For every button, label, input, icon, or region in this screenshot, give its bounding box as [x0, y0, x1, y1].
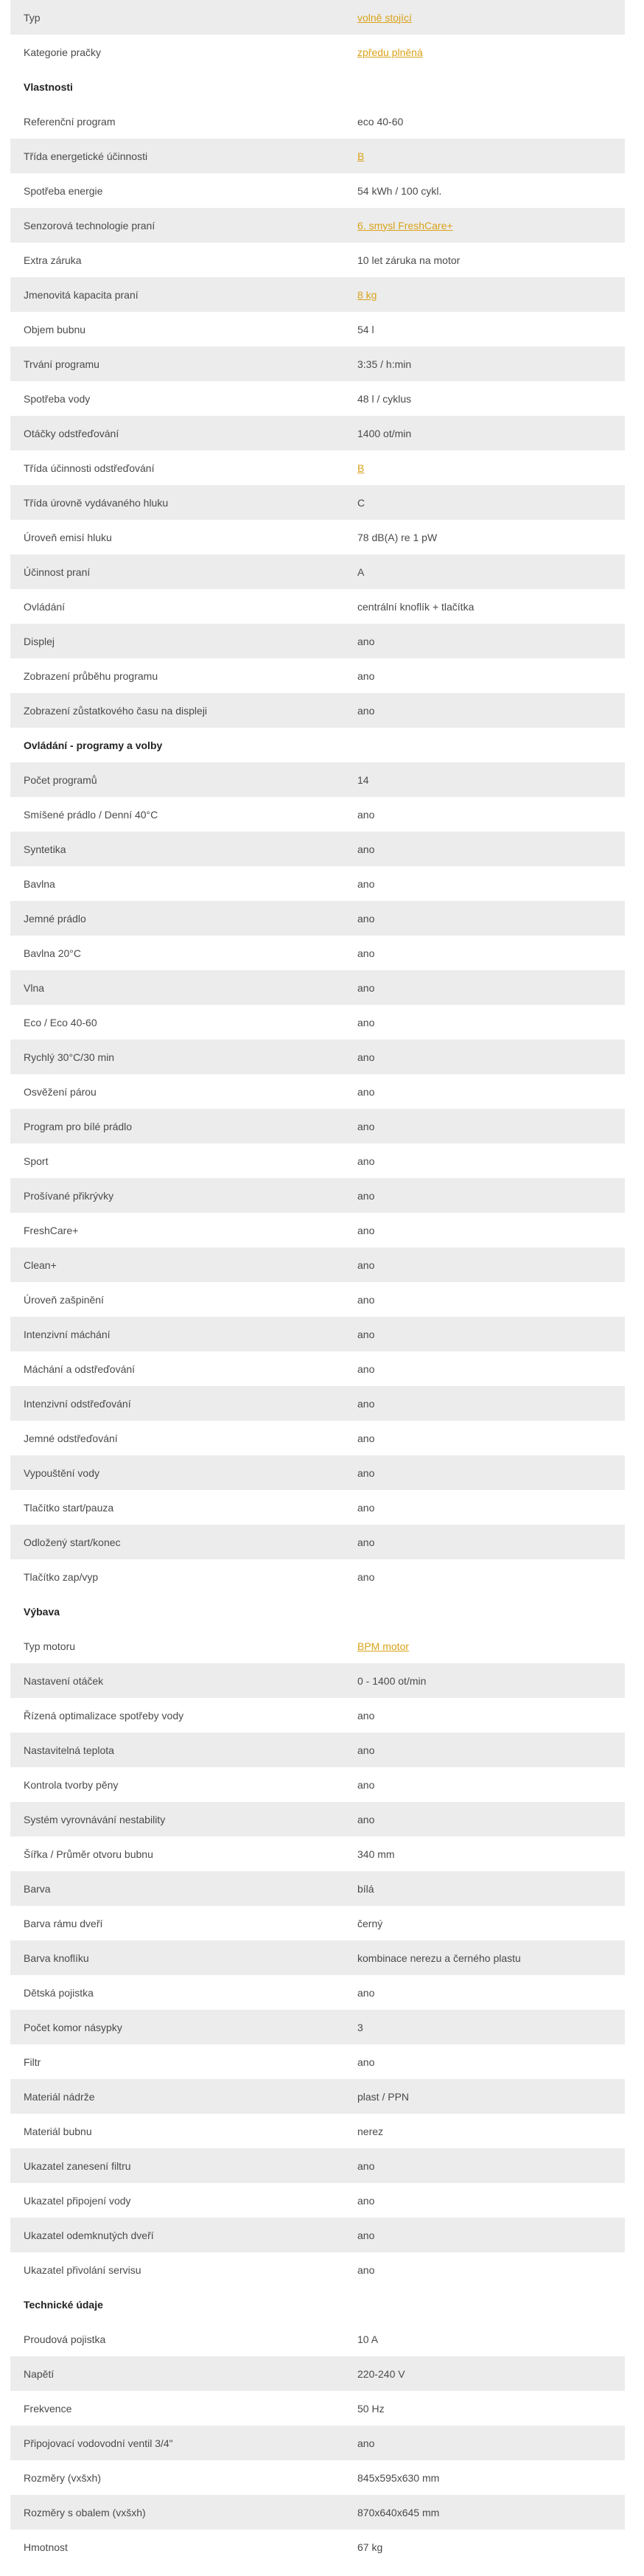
spec-value: 14 — [357, 773, 369, 786]
spec-label: Úroveň zašpinění — [24, 1293, 104, 1306]
spec-row — [10, 1040, 625, 1074]
spec-label: Spotřeba energie — [24, 184, 103, 197]
spec-row — [10, 208, 625, 243]
spec-value: ano — [357, 877, 375, 890]
spec-value-cell — [344, 762, 625, 797]
spec-value-cell — [344, 312, 625, 347]
spec-value: ano — [357, 1570, 375, 1583]
section-heading-row — [10, 69, 625, 104]
spec-value-cell — [344, 1109, 625, 1143]
spec-value: ano — [357, 1709, 375, 1722]
spec-value-cell — [344, 1455, 625, 1490]
spec-label: Program pro bílé prádlo — [10, 1109, 344, 1143]
spec-value-cell — [344, 416, 625, 450]
spec-value-link[interactable]: BPM motor — [357, 1640, 410, 1652]
spec-value: ano — [357, 669, 375, 682]
spec-value: ano — [357, 2437, 375, 2449]
spec-value-cell — [344, 2495, 625, 2530]
spec-label: Zobrazení zůstatkového času na displeji — [10, 693, 344, 728]
spec-label: Typ — [10, 0, 344, 35]
spec-value: ano — [357, 2229, 375, 2241]
spec-value-cell — [344, 1767, 625, 1802]
spec-label: Připojovací vodovodní ventil 3/4" — [10, 2426, 344, 2460]
spec-label: Trvání programu — [10, 347, 344, 381]
spec-value-cell — [344, 208, 625, 243]
spec-row — [10, 1351, 625, 1386]
spec-value-link[interactable]: B — [357, 150, 365, 162]
spec-value: centrální knoflík + tlačítka — [357, 600, 475, 613]
spec-value-cell — [344, 1525, 625, 1559]
spec-value-cell — [344, 554, 625, 589]
spec-label: Tlačítko start/pauza — [24, 1501, 114, 1514]
spec-row — [10, 1940, 625, 1975]
spec-value-cell — [344, 1871, 625, 1906]
spec-label: Ukazatel zanesení filtru — [10, 2148, 344, 2183]
spec-value: ano — [357, 1432, 375, 1444]
spec-value-cell — [344, 1247, 625, 1282]
spec-value: plast / PPN — [357, 2090, 410, 2103]
spec-label: Ukazatel přivolání servisu — [24, 2263, 141, 2276]
spec-value-cell — [344, 1975, 625, 2010]
spec-value: ano — [357, 1466, 375, 1479]
spec-label: Proudová pojistka — [24, 2333, 106, 2345]
spec-label: Jmenovitá kapacita praní — [10, 277, 344, 312]
spec-value-cell — [344, 35, 625, 69]
spec-label: Materiál nádrže — [10, 2079, 344, 2114]
spec-value-cell — [344, 0, 625, 35]
spec-row — [10, 2426, 625, 2460]
spec-row — [10, 1074, 625, 1109]
spec-value-link[interactable]: 6. smysl FreshCare+ — [357, 219, 453, 232]
spec-row — [10, 1317, 625, 1351]
spec-label: Intenzivní máchání — [10, 1317, 344, 1351]
spec-value-cell — [344, 693, 625, 728]
spec-value-link[interactable]: volně stojící — [357, 11, 412, 24]
spec-row — [10, 139, 625, 173]
spec-value-cell — [344, 2530, 625, 2564]
spec-label: Prošívané přikrývky — [10, 1178, 344, 1213]
spec-value: ano — [357, 1293, 375, 1306]
spec-value: ano — [357, 1536, 375, 1548]
spec-value-cell — [344, 2391, 625, 2426]
spec-value-cell — [344, 2114, 625, 2148]
spec-label: Počet komor násypky — [10, 2010, 344, 2044]
spec-value: 10 let záruka na motor — [357, 254, 461, 266]
spec-label: Jemné prádlo — [10, 901, 344, 936]
spec-value-cell — [344, 936, 625, 970]
spec-value-cell — [344, 2322, 625, 2356]
spec-value: ano — [357, 2055, 375, 2068]
spec-label: Barva knoflíku — [10, 1940, 344, 1975]
spec-label: Spotřeba vody — [24, 392, 91, 405]
spec-row — [10, 832, 625, 866]
spec-value-cell — [344, 2460, 625, 2495]
spec-row — [10, 2114, 625, 2148]
spec-value-cell — [344, 450, 625, 485]
spec-row — [10, 1143, 625, 1178]
spec-label: Kategorie pračky — [24, 46, 102, 58]
spec-label: Odložený start/konec — [10, 1525, 344, 1559]
spec-label: Syntetika — [10, 832, 344, 866]
spec-label: FreshCare+ — [24, 1224, 79, 1236]
spec-value: ano — [357, 1016, 375, 1028]
spec-value-cell — [344, 797, 625, 832]
spec-row — [10, 658, 625, 693]
spec-row — [10, 1421, 625, 1455]
spec-value-cell — [344, 1837, 625, 1871]
spec-value-cell — [344, 1559, 625, 1594]
spec-value: 870x640x645 mm — [357, 2506, 440, 2518]
spec-value-cell — [344, 970, 625, 1005]
spec-value-cell — [344, 2010, 625, 2044]
spec-value: 340 mm — [357, 1848, 395, 1860]
spec-row — [10, 1629, 625, 1663]
spec-label: Ukazatel připojení vody — [24, 2194, 131, 2207]
spec-label: Clean+ — [10, 1247, 344, 1282]
spec-row — [10, 1109, 625, 1143]
spec-label: Úroveň emisí hluku — [24, 531, 112, 543]
spec-value: ano — [357, 2263, 375, 2276]
spec-label: Rozměry (vxšxh) — [24, 2471, 102, 2484]
spec-value-cell — [344, 866, 625, 901]
spec-value-link[interactable]: zpředu plněná — [357, 46, 423, 58]
spec-value-cell — [344, 1351, 625, 1386]
spec-value: 0 - 1400 ot/min — [357, 1674, 427, 1687]
product-spec-table — [10, 0, 625, 2564]
spec-value-cell — [344, 381, 625, 416]
spec-value-cell — [344, 1802, 625, 1837]
spec-value-cell — [344, 1317, 625, 1351]
section-heading-row — [10, 728, 625, 762]
spec-value: ano — [357, 1501, 375, 1514]
spec-value-cell — [344, 2183, 625, 2218]
spec-row — [10, 1837, 625, 1871]
spec-value-cell — [344, 2252, 625, 2287]
spec-value: ano — [357, 1189, 375, 1202]
spec-row — [10, 589, 625, 624]
spec-row — [10, 1455, 625, 1490]
spec-value: ano — [357, 912, 375, 925]
spec-value: 78 dB(A) re 1 pW — [357, 531, 438, 543]
spec-value-cell — [344, 624, 625, 658]
spec-label: Hmotnost — [24, 2541, 68, 2553]
spec-row — [10, 1005, 625, 1040]
spec-value-cell — [344, 2148, 625, 2183]
spec-value: 3 — [357, 2021, 363, 2033]
spec-row — [10, 2218, 625, 2252]
spec-value: ano — [357, 1120, 375, 1132]
spec-row — [10, 243, 625, 277]
spec-row — [10, 762, 625, 797]
spec-value: 845x595x630 mm — [357, 2471, 440, 2484]
spec-value: C — [357, 496, 365, 509]
spec-row — [10, 0, 625, 35]
spec-label: Objem bubnu — [24, 323, 86, 335]
spec-row — [10, 1490, 625, 1525]
spec-row — [10, 1767, 625, 1802]
spec-row — [10, 347, 625, 381]
spec-value: 54 l — [357, 323, 374, 335]
section-heading: Technické údaje — [10, 2287, 625, 2322]
spec-row — [10, 277, 625, 312]
spec-value: kombinace nerezu a černého plastu — [357, 1952, 521, 1964]
spec-row — [10, 2183, 625, 2218]
spec-value: ano — [357, 808, 375, 821]
spec-row — [10, 1213, 625, 1247]
spec-row — [10, 936, 625, 970]
spec-value: 1400 ot/min — [357, 427, 412, 439]
spec-value-cell — [344, 277, 625, 312]
spec-value: 48 l / cyklus — [357, 392, 412, 405]
spec-label: Šířka / Průměr otvoru bubnu — [24, 1848, 153, 1860]
spec-value-cell — [344, 1906, 625, 1940]
spec-label: Filtr — [24, 2055, 41, 2068]
spec-row — [10, 2079, 625, 2114]
spec-value-cell — [344, 347, 625, 381]
spec-value-cell — [344, 139, 625, 173]
spec-row — [10, 173, 625, 208]
spec-label: Tlačítko zap/vyp — [24, 1570, 99, 1583]
spec-label: Materiál bubnu — [24, 2125, 92, 2137]
spec-row — [10, 1975, 625, 2010]
spec-value: ano — [357, 635, 375, 647]
spec-row — [10, 554, 625, 589]
spec-value-cell — [344, 1663, 625, 1698]
spec-label: Rozměry s obalem (vxšxh) — [10, 2495, 344, 2530]
spec-label: Kontrola tvorby pěny — [24, 1778, 119, 1791]
spec-value-cell — [344, 485, 625, 520]
spec-value: ano — [357, 1778, 375, 1791]
spec-row — [10, 866, 625, 901]
spec-value-cell — [344, 520, 625, 554]
spec-label: Bavlna — [24, 877, 55, 890]
spec-value-cell — [344, 104, 625, 139]
spec-value-link[interactable]: 8 kg — [357, 288, 377, 301]
spec-label: Sport — [24, 1155, 49, 1167]
spec-row — [10, 693, 625, 728]
spec-value: ano — [357, 704, 375, 717]
spec-row — [10, 2391, 625, 2426]
spec-label: Řízená optimalizace spotřeby vody — [24, 1709, 184, 1722]
spec-label: Smíšené prádlo / Denní 40°C — [24, 808, 158, 821]
spec-row — [10, 104, 625, 139]
spec-label: Barva — [10, 1871, 344, 1906]
spec-value-cell — [344, 2218, 625, 2252]
spec-value: ano — [357, 1813, 375, 1825]
spec-value-cell — [344, 1421, 625, 1455]
spec-value-cell — [344, 1213, 625, 1247]
spec-value: ano — [357, 843, 375, 855]
spec-row — [10, 1178, 625, 1213]
spec-row — [10, 970, 625, 1005]
spec-value-cell — [344, 658, 625, 693]
spec-row — [10, 2495, 625, 2530]
spec-value: ano — [357, 1397, 375, 1410]
spec-row — [10, 312, 625, 347]
spec-row — [10, 1733, 625, 1767]
spec-value: ano — [357, 1051, 375, 1063]
spec-label: Displej — [10, 624, 344, 658]
spec-row — [10, 1247, 625, 1282]
spec-row — [10, 901, 625, 936]
section-heading: Ovládání - programy a volby — [10, 728, 625, 762]
spec-value-cell — [344, 1074, 625, 1109]
spec-row — [10, 2252, 625, 2287]
spec-label: Nastavitelná teplota — [10, 1733, 344, 1767]
spec-value-cell — [344, 2356, 625, 2391]
spec-value-cell — [344, 2079, 625, 2114]
spec-label: Třída úrovně vydávaného hluku — [10, 485, 344, 520]
spec-value-cell — [344, 1386, 625, 1421]
spec-label: Senzorová technologie praní — [10, 208, 344, 243]
spec-row — [10, 1559, 625, 1594]
spec-label: Otáčky odstřeďování — [10, 416, 344, 450]
spec-label: Třída účinnosti odstřeďování — [24, 462, 155, 474]
spec-value: 220-240 V — [357, 2367, 405, 2380]
spec-value-cell — [344, 243, 625, 277]
spec-label: Třída energetické účinnosti — [10, 139, 344, 173]
spec-value: černý — [357, 1917, 383, 1929]
spec-value-cell — [344, 1282, 625, 1317]
section-heading-row — [10, 2287, 625, 2322]
spec-value-cell — [344, 2426, 625, 2460]
spec-label: Rychlý 30°C/30 min — [10, 1040, 344, 1074]
spec-row — [10, 797, 625, 832]
spec-row — [10, 1663, 625, 1698]
section-heading-row — [10, 1594, 625, 1629]
spec-row — [10, 1698, 625, 1733]
spec-label: Intenzivní odstřeďování — [10, 1386, 344, 1421]
spec-value: ano — [357, 981, 375, 994]
spec-row — [10, 416, 625, 450]
spec-label: Vlna — [10, 970, 344, 1005]
spec-value-cell — [344, 173, 625, 208]
spec-label: Systém vyrovnávání nestability — [10, 1802, 344, 1837]
spec-row — [10, 1386, 625, 1421]
spec-value-cell — [344, 1629, 625, 1663]
spec-value: ano — [357, 1986, 375, 1999]
spec-value-cell — [344, 832, 625, 866]
spec-label: Eco / Eco 40-60 — [24, 1016, 97, 1028]
spec-row — [10, 1802, 625, 1837]
spec-value-cell — [344, 1940, 625, 1975]
spec-value-cell — [344, 1178, 625, 1213]
spec-row — [10, 450, 625, 485]
spec-row — [10, 2530, 625, 2564]
spec-value: bílá — [357, 1882, 374, 1895]
spec-value: ano — [357, 2159, 375, 2172]
spec-row — [10, 2148, 625, 2183]
spec-value: 3:35 / h:min — [357, 358, 412, 370]
spec-value: ano — [357, 1328, 375, 1340]
spec-label: Máchání a odstřeďování — [24, 1362, 136, 1375]
spec-value: ano — [357, 1744, 375, 1756]
spec-value-cell — [344, 1005, 625, 1040]
spec-value-cell — [344, 1490, 625, 1525]
spec-row — [10, 2322, 625, 2356]
spec-label: Ukazatel odemknutých dveří — [10, 2218, 344, 2252]
spec-value: 50 Hz — [357, 2402, 385, 2415]
spec-label: Ovládání — [24, 600, 66, 613]
spec-value: ano — [357, 1085, 375, 1098]
spec-value: ano — [357, 1224, 375, 1236]
spec-value-cell — [344, 1040, 625, 1074]
spec-value-link[interactable]: B — [357, 462, 365, 474]
spec-row — [10, 2356, 625, 2391]
spec-row — [10, 2010, 625, 2044]
spec-value-cell — [344, 589, 625, 624]
spec-row — [10, 1525, 625, 1559]
spec-value-cell — [344, 901, 625, 936]
spec-label: Frekvence — [24, 2402, 72, 2415]
spec-label: Nastavení otáček — [10, 1663, 344, 1698]
spec-value: ano — [357, 1362, 375, 1375]
spec-value-cell — [344, 2044, 625, 2079]
spec-row — [10, 2460, 625, 2495]
spec-label: Typ motoru — [24, 1640, 76, 1652]
spec-value: A — [357, 565, 365, 578]
spec-row — [10, 624, 625, 658]
spec-label: Extra záruka — [24, 254, 82, 266]
spec-label: Vypouštění vody — [10, 1455, 344, 1490]
spec-label: Zobrazení průběhu programu — [24, 669, 158, 682]
spec-row — [10, 1906, 625, 1940]
spec-value: 67 kg — [357, 2541, 383, 2553]
section-heading: Vlastnosti — [10, 69, 625, 104]
spec-value: eco 40-60 — [357, 115, 404, 128]
spec-label: Dětská pojistka — [24, 1986, 94, 1999]
spec-label: Bavlna 20°C — [24, 947, 81, 959]
spec-value: 10 A — [357, 2333, 379, 2345]
spec-label: Osvěžení párou — [24, 1085, 97, 1098]
spec-row — [10, 1282, 625, 1317]
spec-label: Počet programů — [10, 762, 344, 797]
spec-row — [10, 381, 625, 416]
spec-label: Napětí — [10, 2356, 344, 2391]
spec-row — [10, 35, 625, 69]
spec-value-cell — [344, 1733, 625, 1767]
spec-value-cell — [344, 1698, 625, 1733]
spec-label: Barva rámu dveří — [24, 1917, 103, 1929]
spec-value: ano — [357, 947, 375, 959]
spec-row — [10, 2044, 625, 2079]
spec-row — [10, 520, 625, 554]
spec-value: ano — [357, 1259, 375, 1271]
spec-row — [10, 485, 625, 520]
spec-label: Jemné odstřeďování — [24, 1432, 118, 1444]
spec-label: Účinnost praní — [10, 554, 344, 589]
spec-value-cell — [344, 1143, 625, 1178]
spec-value: nerez — [357, 2125, 384, 2137]
spec-value: ano — [357, 1155, 375, 1167]
section-heading: Výbava — [10, 1594, 625, 1629]
spec-label: Referenční program — [24, 115, 116, 128]
spec-row — [10, 1871, 625, 1906]
spec-value: ano — [357, 2194, 375, 2207]
spec-value: 54 kWh / 100 cykl. — [357, 184, 442, 197]
